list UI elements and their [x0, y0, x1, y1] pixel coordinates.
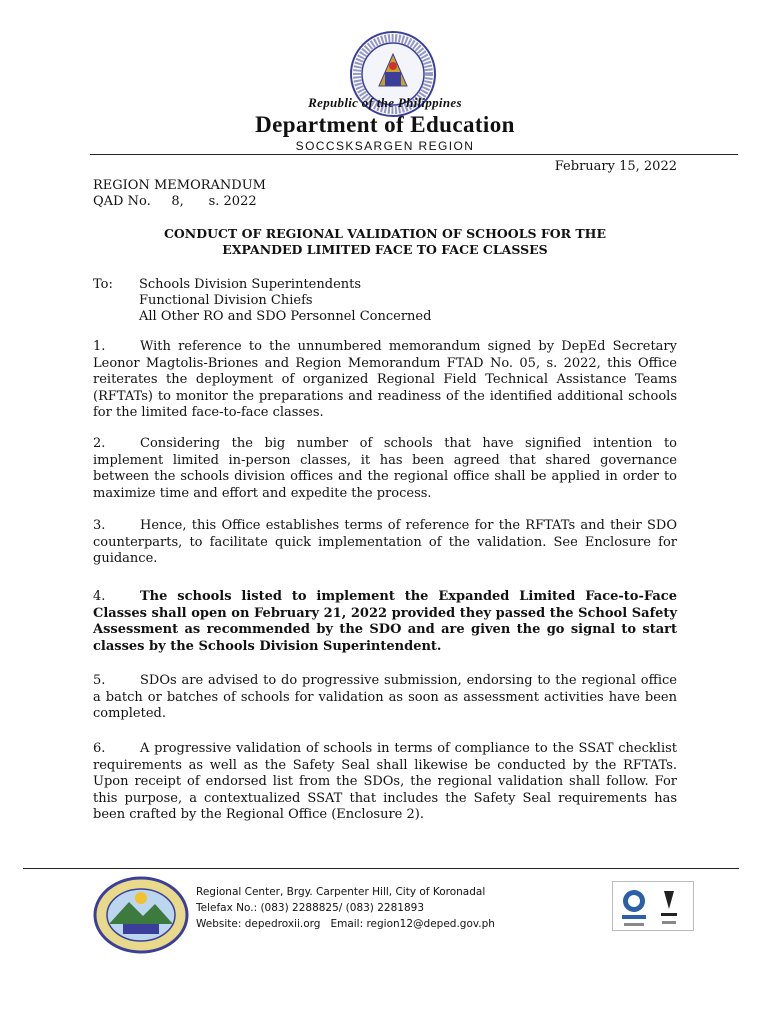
paragraph-1: [93, 339, 677, 422]
republic-line: Republic of the Philippines: [308, 95, 462, 110]
footer-web-email: Website: depedroxii.org Email: region12@deped.gov.ph: [196, 918, 495, 930]
memo-date: February 15, 2022: [554, 159, 677, 174]
paragraph-number: 2.: [93, 436, 106, 451]
certification-logo: [612, 881, 694, 931]
paragraph-text: SDOs are advised to do progressive submission, endorsing to the regional office a batch or batches of schools for validation as soon as assessment activities have been completed.: [93, 673, 677, 722]
memo-reference: [93, 178, 266, 210]
paragraph-4: [93, 589, 677, 655]
footer-telefax: Telefax No.: (083) 2288825/ (083) 2281893: [196, 902, 425, 914]
paragraph-6: [93, 741, 677, 824]
qad-label: QAD No.: [93, 194, 151, 209]
paragraph-text: Hence, this Office establishes terms of reference for the RFTATs and their SDO counterparts, to facilitate quick implementation of the validation. See Enclosure for guidance.: [93, 518, 677, 567]
recipient: Schools Division Superintendents: [139, 277, 362, 292]
paragraph-number: 3.: [93, 518, 106, 533]
paragraph-number: 1.: [93, 339, 106, 354]
paragraph-text: A progressive validation of schools in terms of compliance to the SSAT checklist requirements as well as the Safety Seal shall likewise be conducted by the RFTATs. Upon receipt of endorsed list from the SDOs, the regional validation shall follow. For this purpose, a contextualized SSAT that includes the Safety Seal requirements has been crafted by the Regional Office (Enclosure 2).: [93, 741, 677, 823]
region-seal-icon: [93, 876, 189, 954]
recipient-list: [139, 277, 431, 325]
memo-number: 8,: [171, 194, 184, 209]
paragraph-number: 4.: [93, 589, 106, 604]
memo-number-line: [93, 194, 266, 210]
to-label: To:: [93, 277, 113, 292]
footer-divider: [23, 868, 739, 869]
memo-title: [93, 226, 677, 258]
title-line-2: EXPANDED LIMITED FACE TO FACE CLASSES: [222, 242, 548, 257]
region-name: SOCCSKSARGEN REGION: [295, 139, 475, 153]
footer-address: Regional Center, Brgy. Carpenter Hill, City of Koronadal: [196, 886, 486, 898]
title-line-1: CONDUCT OF REGIONAL VALIDATION OF SCHOOLS FOR THE: [163, 226, 607, 241]
memo-series: s. 2022: [208, 194, 257, 209]
paragraph-2: [93, 436, 677, 502]
paragraph-3: [93, 518, 677, 568]
footer-contact: [196, 884, 495, 932]
department-name: Department of Education: [255, 112, 515, 137]
recipient: Functional Division Chiefs: [139, 293, 313, 308]
recipient: All Other RO and SDO Personnel Concerned: [139, 309, 432, 324]
paragraph-number: 5.: [93, 673, 106, 688]
paragraph-number: 6.: [93, 741, 106, 756]
header-divider: [90, 154, 738, 155]
memo-type: REGION MEMORANDUM: [93, 178, 266, 193]
paragraph-text: With reference to the unnumbered memorandum signed by DepEd Secretary Leonor Magtolis-Briones and Region Memorandum FTAD No. 05, s. 2022, this Office reiterates the deployment of organized Regional Field Technical Assistance Teams (RFTATs) to monitor the preparations and readiness of the identified additional schools for the limited face-to-face classes.: [93, 339, 677, 421]
paragraph-5: [93, 673, 677, 723]
paragraph-text: The schools listed to implement the Expanded Limited Face-to-Face Classes shall open on February 21, 2022 provided they passed the School Safety Assessment as recommended by the SDO and are given the go signal to start classes by the Schools Division Superintendent.: [93, 589, 677, 654]
paragraph-text: Considering the big number of schools that have signified intention to implement limited in-person classes, it has been agreed that shared governance between the schools division offices and the regional office shall be applied in order to maximize time and effort and expedite the process.: [93, 436, 677, 501]
